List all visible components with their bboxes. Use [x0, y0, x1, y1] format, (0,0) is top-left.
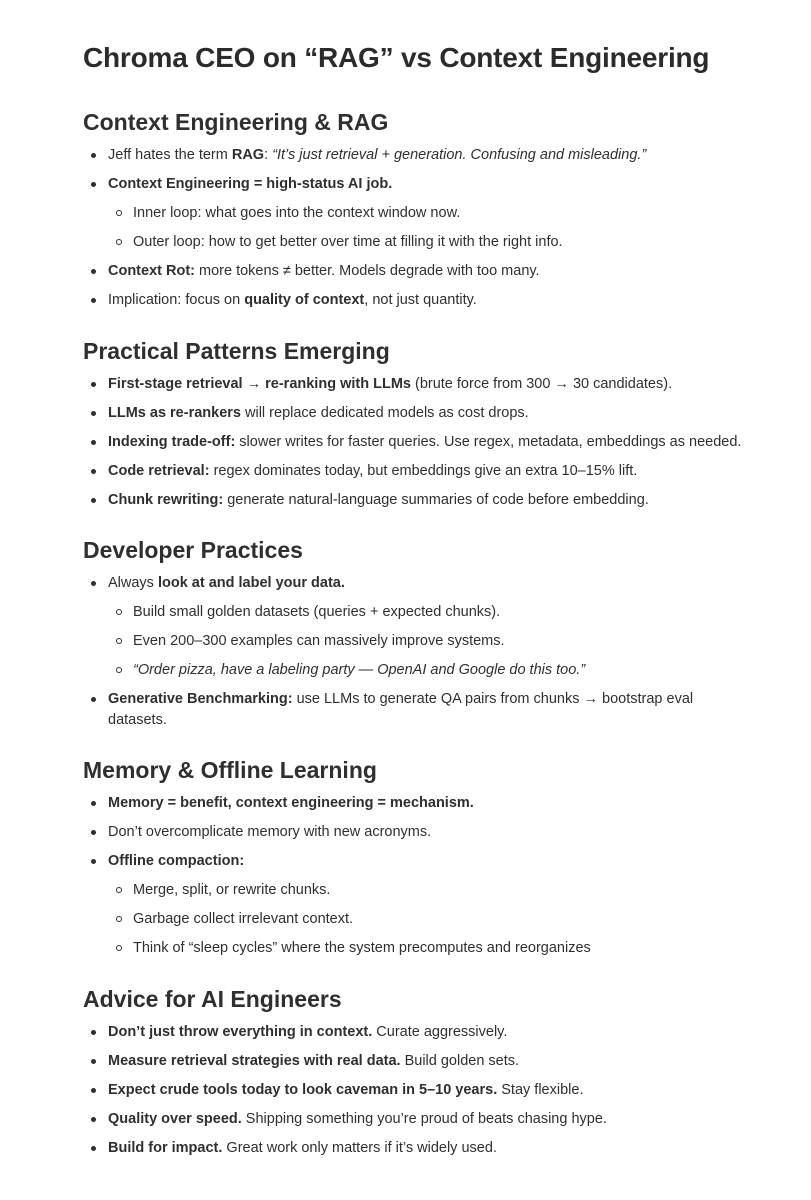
bullet-list: [83, 793, 751, 959]
item-italic-quote: “Order pizza, have a labeling party — OpenAI and Google do this too.”: [133, 662, 586, 678]
item-text: slower writes for faster queries. Use regex, metadata, embeddings as needed.: [235, 433, 742, 450]
list-item: [83, 689, 751, 730]
item-text: regex dominates today, but embeddings give an extra 10–15% lift.: [209, 462, 638, 479]
list-item: [83, 461, 751, 482]
item-bold-text: First-stage retrieval → re-ranking with LLMs: [108, 375, 411, 392]
list-item: [83, 403, 751, 424]
bullet-list: [83, 374, 751, 511]
item-bold-text: Context Engineering = high-status AI job.: [108, 176, 393, 192]
item-bold-text: Indexing trade-off:: [108, 433, 236, 450]
item-text: (brute force from 300 → 30 candidates).: [410, 375, 673, 392]
item-text: more tokens ≠ better. Models degrade with too many.: [195, 263, 540, 279]
item-bold-text: Quality over speed.: [108, 1110, 242, 1127]
list-item: [83, 1138, 751, 1159]
list-item: [83, 1051, 751, 1072]
page-title: Chroma CEO on “RAG” vs Context Engineering: [83, 42, 710, 73]
sub-list-item: Think of “sleep cycles” where the system precomputes and reorganizes: [108, 938, 751, 959]
item-bold-text: Generative Benchmarking:: [108, 691, 293, 707]
section-heading: Practical Patterns Emerging: [83, 337, 390, 364]
item-bold-text: Chunk rewriting:: [108, 491, 224, 508]
item-bold-text: RAG: [231, 147, 265, 163]
list-item: [83, 290, 751, 311]
item-italic-quote: “It’s just retrieval + generation. Confusing and misleading.”: [272, 147, 647, 163]
section-memory-offline-learning: [83, 756, 751, 959]
sub-list: [108, 602, 751, 681]
list-item: [83, 573, 751, 681]
list-item: [83, 490, 751, 511]
bullet-list: [83, 145, 751, 311]
section-heading: Context Engineering & RAG: [83, 109, 389, 135]
list-item: [83, 851, 751, 959]
sub-list: [108, 880, 751, 959]
item-text: Implication: focus on: [108, 292, 245, 308]
list-item: [83, 793, 751, 814]
item-text: Stay flexible.: [497, 1081, 584, 1098]
item-bold-text: LLMs as re-rankers: [108, 404, 241, 421]
list-item: [83, 261, 751, 282]
section-advice-for-ai-engineers: [83, 985, 751, 1159]
item-text: generate natural-language summaries of code before embedding.: [223, 491, 649, 508]
item-bold-text: look at and label your data.: [157, 575, 345, 591]
section-developer-practices: [83, 536, 751, 730]
sub-list-item: Garbage collect irrelevant context.: [108, 909, 751, 930]
sub-list-item: Outer loop: how to get better over time at filling it with the right info.: [108, 232, 751, 253]
item-bold-text: Build for impact.: [108, 1139, 223, 1156]
bullet-list: [83, 573, 751, 730]
list-item: [83, 432, 751, 453]
item-text: :: [264, 147, 273, 163]
section-heading: Developer Practices: [83, 537, 303, 563]
list-item: [83, 1022, 751, 1043]
item-bold-text: quality of context: [244, 292, 365, 308]
item-bold-text: Expect crude tools today to look caveman in 5–10 years.: [108, 1081, 498, 1098]
list-item: [83, 1109, 751, 1130]
item-text: , not just quantity.: [364, 292, 477, 308]
list-item: [83, 374, 751, 395]
item-text: Great work only matters if it’s widely used.: [222, 1139, 497, 1156]
item-bold-text: Offline compaction:: [108, 853, 245, 869]
item-bold-text: Context Rot:: [108, 263, 195, 279]
item-text: will replace dedicated models as cost drops.: [240, 404, 529, 421]
item-text: use LLMs to generate QA pairs from chunks → bootstrap eval datasets.: [108, 691, 694, 728]
section-context-engineering-rag: [83, 108, 751, 311]
sub-list-item: Even 200–300 examples can massively improve systems.: [108, 631, 751, 652]
item-bold-text: Code retrieval:: [108, 462, 210, 479]
section-heading: Memory & Offline Learning: [83, 757, 377, 783]
item-text: Always: [108, 575, 158, 591]
sub-list-item: Merge, split, or rewrite chunks.: [108, 880, 751, 901]
sections-container: [83, 108, 751, 1158]
bullet-list: [83, 1022, 751, 1159]
section-heading: Advice for AI Engineers: [83, 985, 342, 1012]
item-text: Shipping something you’re proud of beats chasing hype.: [241, 1110, 607, 1127]
item-text: Curate aggressively.: [372, 1023, 508, 1040]
item-bold-text: Don’t just throw everything in context.: [108, 1023, 373, 1040]
list-item: [83, 822, 751, 843]
sub-list-item: [108, 660, 751, 681]
item-text: Don’t overcomplicate memory with new acronyms.: [108, 824, 432, 840]
item-bold-text: Memory = benefit, context engineering = mechanism.: [108, 795, 474, 811]
list-item: [83, 1080, 751, 1101]
list-item: [83, 145, 751, 166]
list-item: [83, 174, 751, 253]
sub-list-item: Inner loop: what goes into the context window now.: [108, 203, 751, 224]
section-practical-patterns-emerging: [83, 337, 751, 511]
sub-list-item: Build small golden datasets (queries + expected chunks).: [108, 602, 751, 623]
sub-list: [108, 203, 751, 253]
item-text: Build golden sets.: [400, 1052, 520, 1069]
item-bold-text: Measure retrieval strategies with real data.: [108, 1052, 401, 1069]
item-text: Jeff hates the term: [108, 147, 232, 163]
